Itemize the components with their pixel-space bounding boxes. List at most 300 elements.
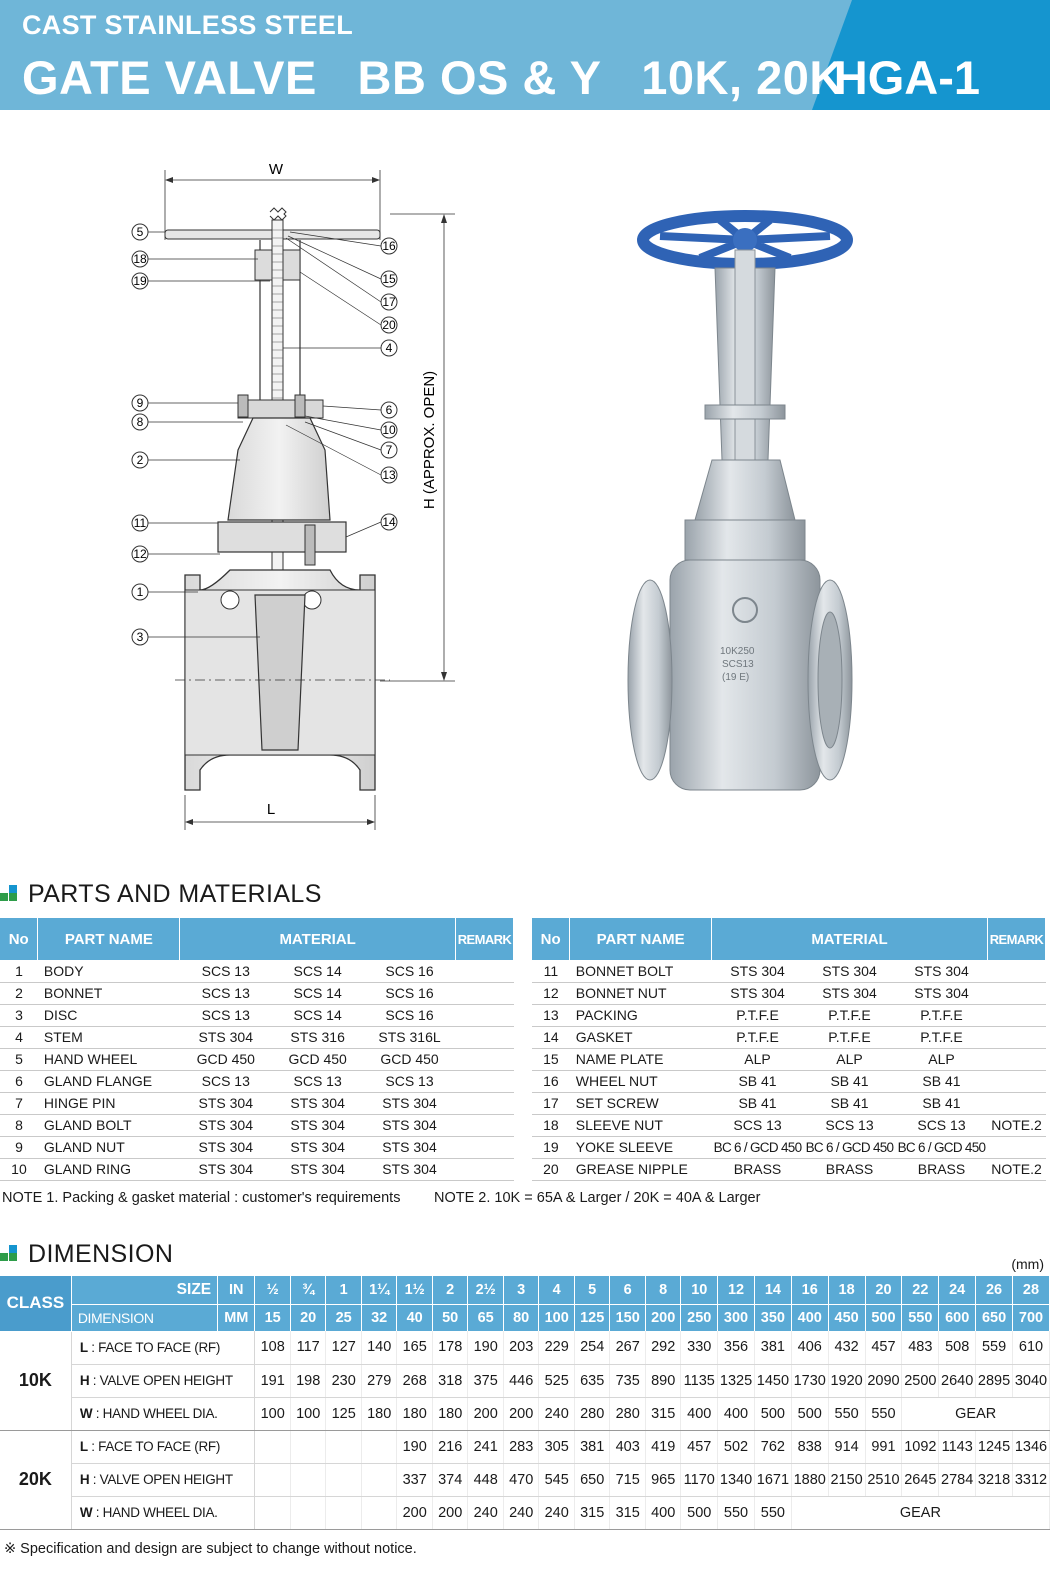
part-name: BONNET NUT xyxy=(570,982,712,1004)
dimension-value: 2090 xyxy=(865,1364,902,1397)
size-in-cell: 1¼ xyxy=(361,1276,397,1304)
part-remark xyxy=(987,982,1045,1004)
parts-row xyxy=(532,982,1046,1004)
dimension-desc: : VALVE OPEN HEIGHT xyxy=(89,1373,233,1388)
dimension-value: 2645 xyxy=(902,1463,939,1496)
dimension-value: 457 xyxy=(865,1331,902,1364)
dimension-value: 1450 xyxy=(754,1364,791,1397)
dimension-value: 108 xyxy=(255,1331,291,1364)
material-3: SCS 16 xyxy=(364,960,456,982)
callout-11 xyxy=(132,515,218,531)
part-name: HAND WHEEL xyxy=(38,1048,180,1070)
part-no: 6 xyxy=(0,1070,38,1092)
part-remark xyxy=(455,1114,513,1136)
part-remark xyxy=(987,1004,1045,1026)
dimension-section-title xyxy=(0,1240,173,1269)
bonnet xyxy=(695,460,795,520)
svg-text:11: 11 xyxy=(133,516,147,530)
col-no: No xyxy=(0,918,38,960)
part-remark xyxy=(455,982,513,1004)
parts-row xyxy=(0,982,514,1004)
size-in-cell: 8 xyxy=(645,1276,681,1304)
size-mm-cell: 125 xyxy=(574,1304,610,1331)
dimension-value: 502 xyxy=(718,1430,755,1463)
dimension-value: 470 xyxy=(503,1463,539,1496)
material-3: P.T.F.E xyxy=(896,1026,988,1048)
material-2: STS 316 xyxy=(272,1026,364,1048)
part-no: 12 xyxy=(532,982,570,1004)
dimension-key: H xyxy=(79,1373,90,1388)
dimension-value: 180 xyxy=(432,1397,468,1430)
h-label: H (APPROX. OPEN) xyxy=(421,370,438,510)
material-2: P.T.F.E xyxy=(804,1026,896,1048)
size-mm-cell: 550 xyxy=(902,1304,939,1331)
page-subtitle: CAST STAINLESS STEEL xyxy=(22,10,354,40)
size-mm-cell: 200 xyxy=(645,1304,681,1331)
dimension-row-label xyxy=(71,1331,255,1364)
material-2: STS 304 xyxy=(272,1136,364,1158)
part-name: GLAND RING xyxy=(38,1158,180,1180)
dimension-value: 191 xyxy=(255,1364,291,1397)
dimension-value: 1880 xyxy=(791,1463,828,1496)
material-2: SCS 14 xyxy=(272,960,364,982)
callout-9 xyxy=(132,395,238,411)
dimension-value: 2895 xyxy=(976,1364,1013,1397)
dimension-row-label xyxy=(71,1463,255,1496)
material-3: ALP xyxy=(896,1048,988,1070)
dimension-value: 545 xyxy=(539,1463,575,1496)
material-3: SCS 16 xyxy=(364,982,456,1004)
part-no: 15 xyxy=(532,1048,570,1070)
dimension-value xyxy=(255,1496,291,1529)
parts-row xyxy=(532,1114,1046,1136)
part-name: GLAND BOLT xyxy=(38,1114,180,1136)
dimension-value: 216 xyxy=(432,1430,468,1463)
callout-15 xyxy=(288,236,397,287)
material-3: SB 41 xyxy=(896,1070,988,1092)
size-in-cell: 26 xyxy=(976,1276,1013,1304)
section-mark-icon xyxy=(0,885,20,905)
material-3: STS 304 xyxy=(364,1092,456,1114)
h-arrow-top xyxy=(441,214,447,223)
dimension-value: 1920 xyxy=(828,1364,865,1397)
dimension-row-label xyxy=(71,1496,255,1529)
note-2: NOTE 2. 10K = 65A & Larger / 20K = 40A & Larger xyxy=(434,1190,761,1206)
dimension-value: 203 xyxy=(503,1331,539,1364)
dimension-key: W xyxy=(79,1505,93,1520)
part-remark xyxy=(987,960,1045,982)
svg-text:(19 E): (19 E) xyxy=(722,672,750,683)
size-in-cell: 1 xyxy=(326,1276,362,1304)
part-remark xyxy=(455,1026,513,1048)
material-2: SCS 13 xyxy=(272,1070,364,1092)
dimension-value: 3218 xyxy=(976,1463,1013,1496)
dimension-value: 292 xyxy=(645,1331,681,1364)
parts-row xyxy=(0,1070,514,1092)
dimension-row xyxy=(0,1430,1050,1463)
dimension-value: 178 xyxy=(432,1331,468,1364)
material-2: P.T.F.E xyxy=(804,1004,896,1026)
dimension-value xyxy=(361,1496,397,1529)
part-name: DISC xyxy=(38,1004,180,1026)
part-name: STEM xyxy=(38,1026,180,1048)
dimension-value: 305 xyxy=(539,1430,575,1463)
dimension-value xyxy=(326,1430,362,1463)
dimension-value: 446 xyxy=(503,1364,539,1397)
dimension-value: 125 xyxy=(326,1397,362,1430)
dimension-value: 991 xyxy=(865,1430,902,1463)
section-mark-icon xyxy=(0,1245,20,1265)
bore-right xyxy=(818,612,842,748)
w-arrow-right xyxy=(372,177,380,183)
stem xyxy=(735,250,755,460)
dimension-row-label xyxy=(71,1397,255,1430)
size-mm-cell: 20 xyxy=(290,1304,326,1331)
dimension-value: 2510 xyxy=(865,1463,902,1496)
part-remark xyxy=(987,1092,1045,1114)
col-part-name: PART NAME xyxy=(570,918,712,960)
disc xyxy=(255,595,305,750)
callout-5 xyxy=(132,224,165,240)
dimension-value: 165 xyxy=(397,1331,433,1364)
page-title: GATE VALVE BB OS & Y 10K, 20K xyxy=(22,51,844,104)
part-name: SLEEVE NUT xyxy=(570,1114,712,1136)
dimension-value: 279 xyxy=(361,1364,397,1397)
w-arrow-left xyxy=(165,177,173,183)
material-1: STS 304 xyxy=(180,1092,272,1114)
part-name: BONNET BOLT xyxy=(570,960,712,982)
dimension-value: 500 xyxy=(681,1496,718,1529)
dimension-value: 180 xyxy=(397,1397,433,1430)
part-remark xyxy=(455,1092,513,1114)
svg-text:4: 4 xyxy=(385,341,393,355)
material-3: SCS 13 xyxy=(896,1114,988,1136)
dimension-value: 200 xyxy=(432,1496,468,1529)
dimension-row-label xyxy=(71,1364,255,1397)
size-in-cell: 2 xyxy=(432,1276,468,1304)
dimension-value: 190 xyxy=(468,1331,504,1364)
size-mm-cell: 40 xyxy=(397,1304,433,1331)
part-name: HINGE PIN xyxy=(38,1092,180,1114)
dimension-value: 890 xyxy=(645,1364,681,1397)
col-material: MATERIAL xyxy=(712,918,988,960)
dimension-value: 1325 xyxy=(718,1364,755,1397)
dimension-value: 356 xyxy=(718,1331,755,1364)
parts-row xyxy=(0,1026,514,1048)
material-2: GCD 450 xyxy=(272,1048,364,1070)
dimension-value: 500 xyxy=(754,1397,791,1430)
dimension-value: 508 xyxy=(939,1331,976,1364)
dimension-value: 525 xyxy=(539,1364,575,1397)
part-name: GLAND NUT xyxy=(38,1136,180,1158)
material-2: STS 304 xyxy=(804,982,896,1004)
unit-label: (mm) xyxy=(1011,1256,1044,1272)
material-2: SCS 14 xyxy=(272,982,364,1004)
svg-text:16: 16 xyxy=(382,239,396,253)
size-in-cell: 10 xyxy=(681,1276,718,1304)
dimension-value: 267 xyxy=(610,1331,646,1364)
dimension-value: 337 xyxy=(397,1463,433,1496)
w-label: W xyxy=(268,161,284,178)
svg-text:10K250: 10K250 xyxy=(720,646,755,657)
dimension-value: 1135 xyxy=(681,1364,718,1397)
dimension-value xyxy=(326,1463,362,1496)
size-mm-cell: 25 xyxy=(326,1304,362,1331)
parts-row xyxy=(532,1070,1046,1092)
dimension-value: 762 xyxy=(754,1430,791,1463)
dimension-value: 457 xyxy=(681,1430,718,1463)
part-remark xyxy=(987,1136,1045,1158)
material-1: BRASS xyxy=(712,1158,804,1180)
body-hole-left xyxy=(221,591,239,609)
part-name: SET SCREW xyxy=(570,1092,712,1114)
dimension-row xyxy=(0,1364,1050,1397)
dimension-value: 914 xyxy=(828,1430,865,1463)
size-mm-cell: 350 xyxy=(754,1304,791,1331)
dimension-table xyxy=(0,1276,1050,1530)
material-2: BRASS xyxy=(804,1158,896,1180)
dimension-key: L xyxy=(79,1439,88,1454)
dimension-value: 283 xyxy=(503,1430,539,1463)
dimension-value: 315 xyxy=(645,1397,681,1430)
dimension-value: 200 xyxy=(468,1397,504,1430)
stem-top-thread xyxy=(270,208,286,220)
parts-row xyxy=(0,1004,514,1026)
col-remark: REMARK xyxy=(987,918,1045,960)
dimension-value: 280 xyxy=(574,1397,610,1430)
dimension-value: 400 xyxy=(681,1397,718,1430)
dimension-value xyxy=(255,1430,291,1463)
size-in-cell: 16 xyxy=(791,1276,828,1304)
dimension-value: 280 xyxy=(610,1397,646,1430)
part-remark xyxy=(455,960,513,982)
dimension-value: 315 xyxy=(610,1496,646,1529)
material-1: SCS 13 xyxy=(180,982,272,1004)
dimension-value xyxy=(290,1430,326,1463)
dimension-value: 198 xyxy=(290,1364,326,1397)
size-in-cell: 3 xyxy=(503,1276,539,1304)
material-3: STS 304 xyxy=(364,1114,456,1136)
material-1: SCS 13 xyxy=(180,1004,272,1026)
svg-text:6: 6 xyxy=(385,403,393,417)
dimension-value: 735 xyxy=(610,1364,646,1397)
svg-text:19: 19 xyxy=(133,274,147,288)
material-1: SB 41 xyxy=(712,1092,804,1114)
size-in-cell: ½ xyxy=(255,1276,291,1304)
callout-6 xyxy=(323,402,397,418)
dimension-value: 1671 xyxy=(754,1463,791,1496)
gland-flange xyxy=(705,405,785,419)
dimension-value: 318 xyxy=(432,1364,468,1397)
size-in-cell: 14 xyxy=(754,1276,791,1304)
dimension-key: W xyxy=(79,1406,93,1421)
dimension-row xyxy=(0,1331,1050,1364)
svg-text:2: 2 xyxy=(136,453,144,467)
part-remark xyxy=(455,1158,513,1180)
material-3: P.T.F.E xyxy=(896,1004,988,1026)
dimension-value xyxy=(326,1496,362,1529)
size-mm-cell: 15 xyxy=(255,1304,291,1331)
part-no: 10 xyxy=(0,1158,38,1180)
parts-row xyxy=(532,1092,1046,1114)
size-in-cell: 4 xyxy=(539,1276,575,1304)
parts-table-left xyxy=(0,918,514,1181)
callout-18 xyxy=(132,251,258,267)
material-2: SCS 13 xyxy=(804,1114,896,1136)
svg-text:3: 3 xyxy=(136,630,144,644)
dimension-row xyxy=(0,1463,1050,1496)
material-2: SB 41 xyxy=(804,1092,896,1114)
dimension-value: 229 xyxy=(539,1331,575,1364)
callout-8 xyxy=(132,414,243,430)
parts-row xyxy=(532,1026,1046,1048)
in-header: IN xyxy=(218,1276,255,1304)
material-3: STS 304 xyxy=(896,982,988,1004)
dimension-value: 240 xyxy=(539,1496,575,1529)
size-mm-cell: 650 xyxy=(976,1304,1013,1331)
size-in-cell: 1½ xyxy=(397,1276,433,1304)
valve-photo xyxy=(620,210,860,810)
dimension-value xyxy=(361,1463,397,1496)
material-1: STS 304 xyxy=(180,1114,272,1136)
dimension-value: 117 xyxy=(290,1331,326,1364)
mm-header: MM xyxy=(218,1304,255,1331)
dimension-value: 550 xyxy=(754,1496,791,1529)
dimension-key: L xyxy=(79,1339,88,1355)
dimension-value: 180 xyxy=(361,1397,397,1430)
part-remark: NOTE.2 xyxy=(987,1158,1045,1180)
part-no: 11 xyxy=(532,960,570,982)
dimension-value: 1143 xyxy=(939,1430,976,1463)
dimension-value: 230 xyxy=(326,1364,362,1397)
size-mm-cell: 50 xyxy=(432,1304,468,1331)
size-in-cell: 18 xyxy=(828,1276,865,1304)
dimension-value: 650 xyxy=(574,1463,610,1496)
dimension-value: 241 xyxy=(468,1430,504,1463)
callout-14 xyxy=(346,514,397,537)
dimension-value: 381 xyxy=(754,1331,791,1364)
part-remark xyxy=(987,1070,1045,1092)
dimension-desc: : FACE TO FACE (RF) xyxy=(87,1339,221,1355)
size-in-cell: 28 xyxy=(1012,1276,1049,1304)
dimension-value: 2150 xyxy=(828,1463,865,1496)
svg-text:12: 12 xyxy=(133,547,147,561)
dimension-value: 400 xyxy=(645,1496,681,1529)
class-name: 20K xyxy=(0,1430,71,1529)
footnote: ※ Specification and design are subject to change without notice. xyxy=(4,1541,417,1557)
material-3: STS 316L xyxy=(364,1026,456,1048)
size-in-cell: 5 xyxy=(574,1276,610,1304)
size-mm-cell: 250 xyxy=(681,1304,718,1331)
dimension-value: 381 xyxy=(574,1430,610,1463)
material-1: STS 304 xyxy=(712,982,804,1004)
l-arrow-right xyxy=(367,819,375,825)
svg-text:8: 8 xyxy=(136,415,144,429)
callout-19 xyxy=(132,273,270,289)
size-mm-cell: 300 xyxy=(718,1304,755,1331)
size-mm-cell: 450 xyxy=(828,1304,865,1331)
parts-row xyxy=(532,1136,1046,1158)
material-2: STS 304 xyxy=(272,1114,364,1136)
bonnet xyxy=(228,418,330,520)
dimension-value: 419 xyxy=(645,1430,681,1463)
parts-title: PARTS AND MATERIALS xyxy=(28,880,322,908)
h-arrow-bottom xyxy=(441,672,447,681)
svg-text:14: 14 xyxy=(382,515,396,529)
parts-table-right xyxy=(532,918,1046,1181)
dimension-value: 1092 xyxy=(902,1430,939,1463)
dimension-value: 200 xyxy=(503,1397,539,1430)
dimension-value xyxy=(361,1430,397,1463)
dimension-value: 2500 xyxy=(902,1364,939,1397)
part-name: GREASE NIPPLE xyxy=(570,1158,712,1180)
dimension-value: 315 xyxy=(574,1496,610,1529)
dimension-desc: : HAND WHEEL DIA. xyxy=(92,1406,218,1421)
dimension-value: 240 xyxy=(468,1496,504,1529)
part-remark xyxy=(455,1070,513,1092)
dimension-value: 127 xyxy=(326,1331,362,1364)
part-no: 14 xyxy=(532,1026,570,1048)
material-3: STS 304 xyxy=(896,960,988,982)
header-banner xyxy=(0,0,1050,110)
handwheel-hub xyxy=(733,228,757,252)
part-remark xyxy=(987,1048,1045,1070)
size-in-cell: ¾ xyxy=(290,1276,326,1304)
size-mm-cell: 500 xyxy=(865,1304,902,1331)
size-mm-cell: 400 xyxy=(791,1304,828,1331)
col-remark: REMARK xyxy=(455,918,513,960)
callout-12 xyxy=(132,546,220,562)
model-code: HGA-1 xyxy=(833,51,980,104)
svg-text:5: 5 xyxy=(136,225,144,239)
dimension-value: 559 xyxy=(976,1331,1013,1364)
dimension-value: 100 xyxy=(290,1397,326,1430)
size-mm-cell: 100 xyxy=(539,1304,575,1331)
col-part-name: PART NAME xyxy=(38,918,180,960)
dimension-value: 240 xyxy=(503,1496,539,1529)
material-3: SCS 13 xyxy=(364,1070,456,1092)
material-1: STS 304 xyxy=(180,1026,272,1048)
material-1: GCD 450 xyxy=(180,1048,272,1070)
parts-row xyxy=(532,960,1046,982)
material-2: ALP xyxy=(804,1048,896,1070)
material-2: SCS 14 xyxy=(272,1004,364,1026)
dimension-value: 550 xyxy=(718,1496,755,1529)
part-remark xyxy=(455,1136,513,1158)
bonnet-bolt xyxy=(305,525,315,565)
dimension-value: 200 xyxy=(397,1496,433,1529)
parts-row xyxy=(0,1092,514,1114)
part-no: 19 xyxy=(532,1136,570,1158)
dimension-value: 432 xyxy=(828,1331,865,1364)
material-2: STS 304 xyxy=(272,1158,364,1180)
parts-row xyxy=(532,1158,1046,1180)
svg-text:15: 15 xyxy=(382,272,396,286)
part-name: BODY xyxy=(38,960,180,982)
dimension-value: 3312 xyxy=(1012,1463,1049,1496)
svg-text:13: 13 xyxy=(382,468,396,482)
dimension-value xyxy=(255,1463,291,1496)
size-mm-cell: 32 xyxy=(361,1304,397,1331)
callout-2 xyxy=(132,452,240,468)
bonnet-flange xyxy=(685,520,805,560)
dimension-value: 550 xyxy=(828,1397,865,1430)
part-name: GASKET xyxy=(570,1026,712,1048)
dimension-value: 1245 xyxy=(976,1430,1013,1463)
note-1: NOTE 1. Packing & gasket material : customer's requirements xyxy=(2,1190,401,1206)
dimension-value xyxy=(290,1463,326,1496)
size-mm-cell: 700 xyxy=(1012,1304,1049,1331)
